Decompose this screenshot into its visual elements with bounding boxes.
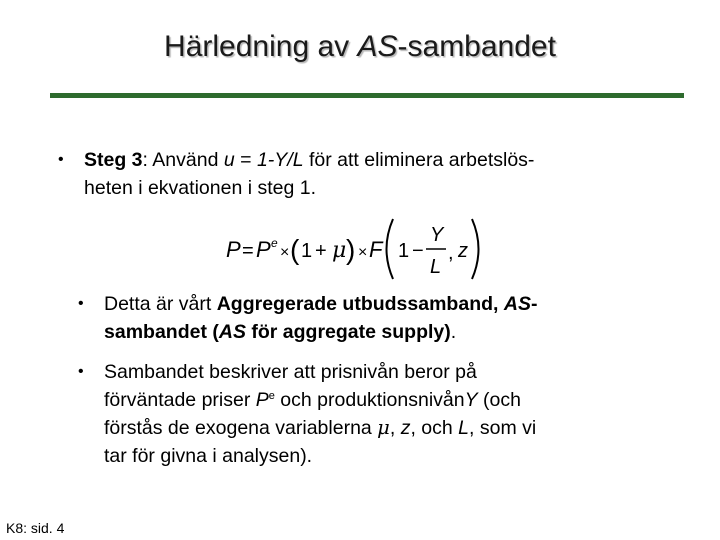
eq-one-2: 1 xyxy=(398,240,410,262)
bullet-description xyxy=(78,358,664,470)
eq-L: L xyxy=(430,256,442,278)
as-equation xyxy=(226,215,496,283)
eq-big-lparen xyxy=(387,219,394,279)
eq-big-rparen xyxy=(472,219,479,279)
eq-minus: − xyxy=(412,240,424,262)
eq-Pe: P xyxy=(256,237,271,262)
eq-times-1: × xyxy=(280,244,290,261)
bullet3-line3: förstås de exogena variablerna μ, z, och L, som vi xyxy=(104,416,537,439)
step3-line1: Steg 3: Använd u = 1-Y/L för att eliminera arbetslös- xyxy=(84,149,535,171)
eq-z: z xyxy=(458,240,468,262)
eq-mu: μ xyxy=(332,238,347,263)
eq-rparen: ) xyxy=(346,234,356,265)
bullet3-line2: förväntade priser $P^e$ och produktionsnivånY (och xyxy=(104,389,521,411)
slide-title: Härledning av AS-sambandet xyxy=(164,30,556,63)
eq-P: P xyxy=(226,237,241,262)
eq-F: F xyxy=(369,237,383,262)
bullet2-line1: Detta är vårt Aggregerade utbudssamband, AS- xyxy=(104,293,538,315)
bullet-dot: • xyxy=(58,151,64,168)
eq-plus: + xyxy=(315,240,327,262)
eq-equals: = xyxy=(242,240,254,262)
bullet2-line2: sambandet (AS för aggregate supply). xyxy=(104,321,457,343)
eq-lparen: ( xyxy=(290,234,300,265)
eq-one: 1 xyxy=(301,240,313,262)
eq-Pe-sup: e xyxy=(271,236,278,250)
title-divider xyxy=(50,93,684,98)
bullet3-line4: tar för givna i analysen). xyxy=(104,445,313,467)
bullet-step3 xyxy=(58,146,644,202)
eq-comma: , xyxy=(448,242,454,264)
bullet-dot: • xyxy=(78,363,84,380)
bullet-dot: • xyxy=(78,295,84,312)
step3-line2: heten i ekvationen i steg 1. xyxy=(84,177,316,199)
bullet3-line1: Sambandet beskriver att prisnivån beror på xyxy=(104,361,477,383)
eq-Y: Y xyxy=(430,224,444,246)
slide-footer: K8: sid. 4 xyxy=(6,520,65,536)
bullet-aggregate-supply xyxy=(78,290,664,346)
eq-times-2: × xyxy=(358,244,368,261)
